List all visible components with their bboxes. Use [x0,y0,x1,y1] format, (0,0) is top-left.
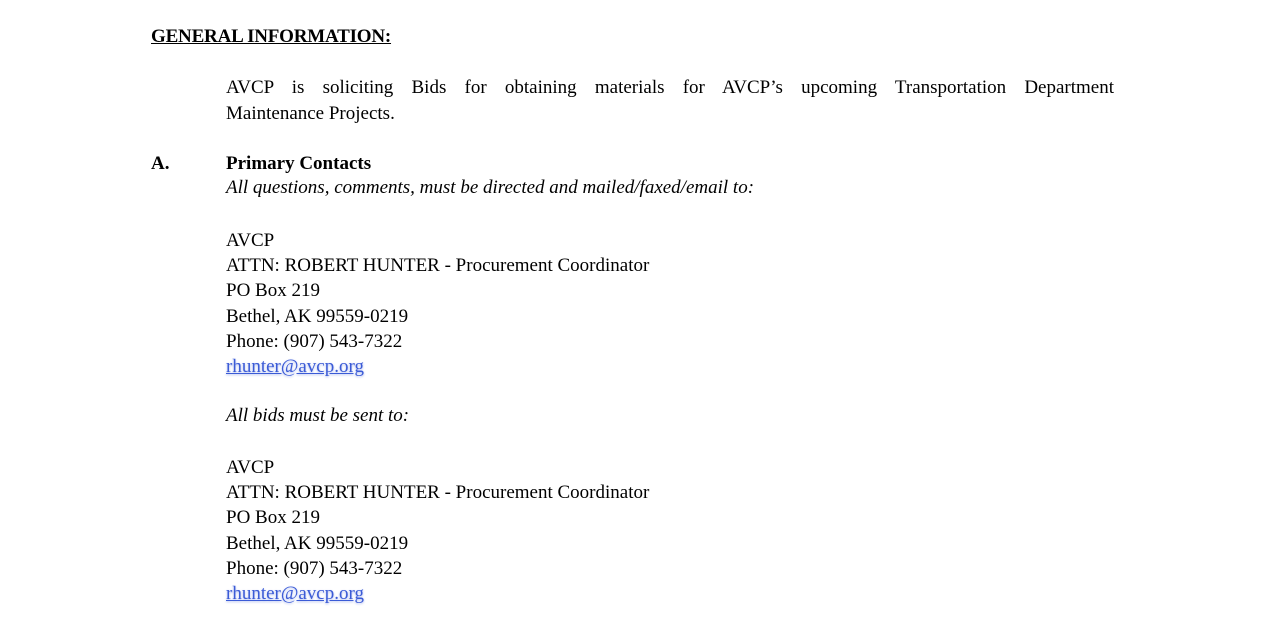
contact-city: Bethel, AK 99559-0219 [226,532,409,554]
intro-paragraph [226,75,1114,127]
contact-attn: ATTN: ROBERT HUNTER - Procurement Coordinator [226,255,650,277]
contact-phone: Phone: (907) 543-7322 [226,557,403,579]
general-information-heading: GENERAL INFORMATION: [151,26,392,47]
contact-po-box: PO Box 219 [226,507,320,529]
bids-instruction: All bids must be sent to: [226,405,410,426]
bids-contact-block [226,455,649,606]
contact-org: AVCP [226,230,275,251]
contact-phone: Phone: (907) 543-7322 [226,330,403,352]
section-a-letter: A. [151,153,170,174]
intro-line-1: AVCP is soliciting Bids for obtaining materials for AVCP’s upcoming Transportation Department [226,77,1114,98]
questions-contact-block [226,228,649,379]
contact-po-box: PO Box 219 [226,280,320,302]
contact-email-link[interactable]: rhunter@avcp.org [226,583,364,605]
questions-instruction: All questions, comments, must be directed and mailed/faxed/email to: [226,177,755,198]
primary-contacts-title: Primary Contacts [226,153,372,174]
contact-email-link[interactable]: rhunter@avcp.org [226,356,364,378]
contact-city: Bethel, AK 99559-0219 [226,305,409,327]
contact-attn: ATTN: ROBERT HUNTER - Procurement Coordinator [226,482,650,504]
contact-org: AVCP [226,457,275,478]
intro-line-2: Maintenance Projects. [226,103,395,124]
